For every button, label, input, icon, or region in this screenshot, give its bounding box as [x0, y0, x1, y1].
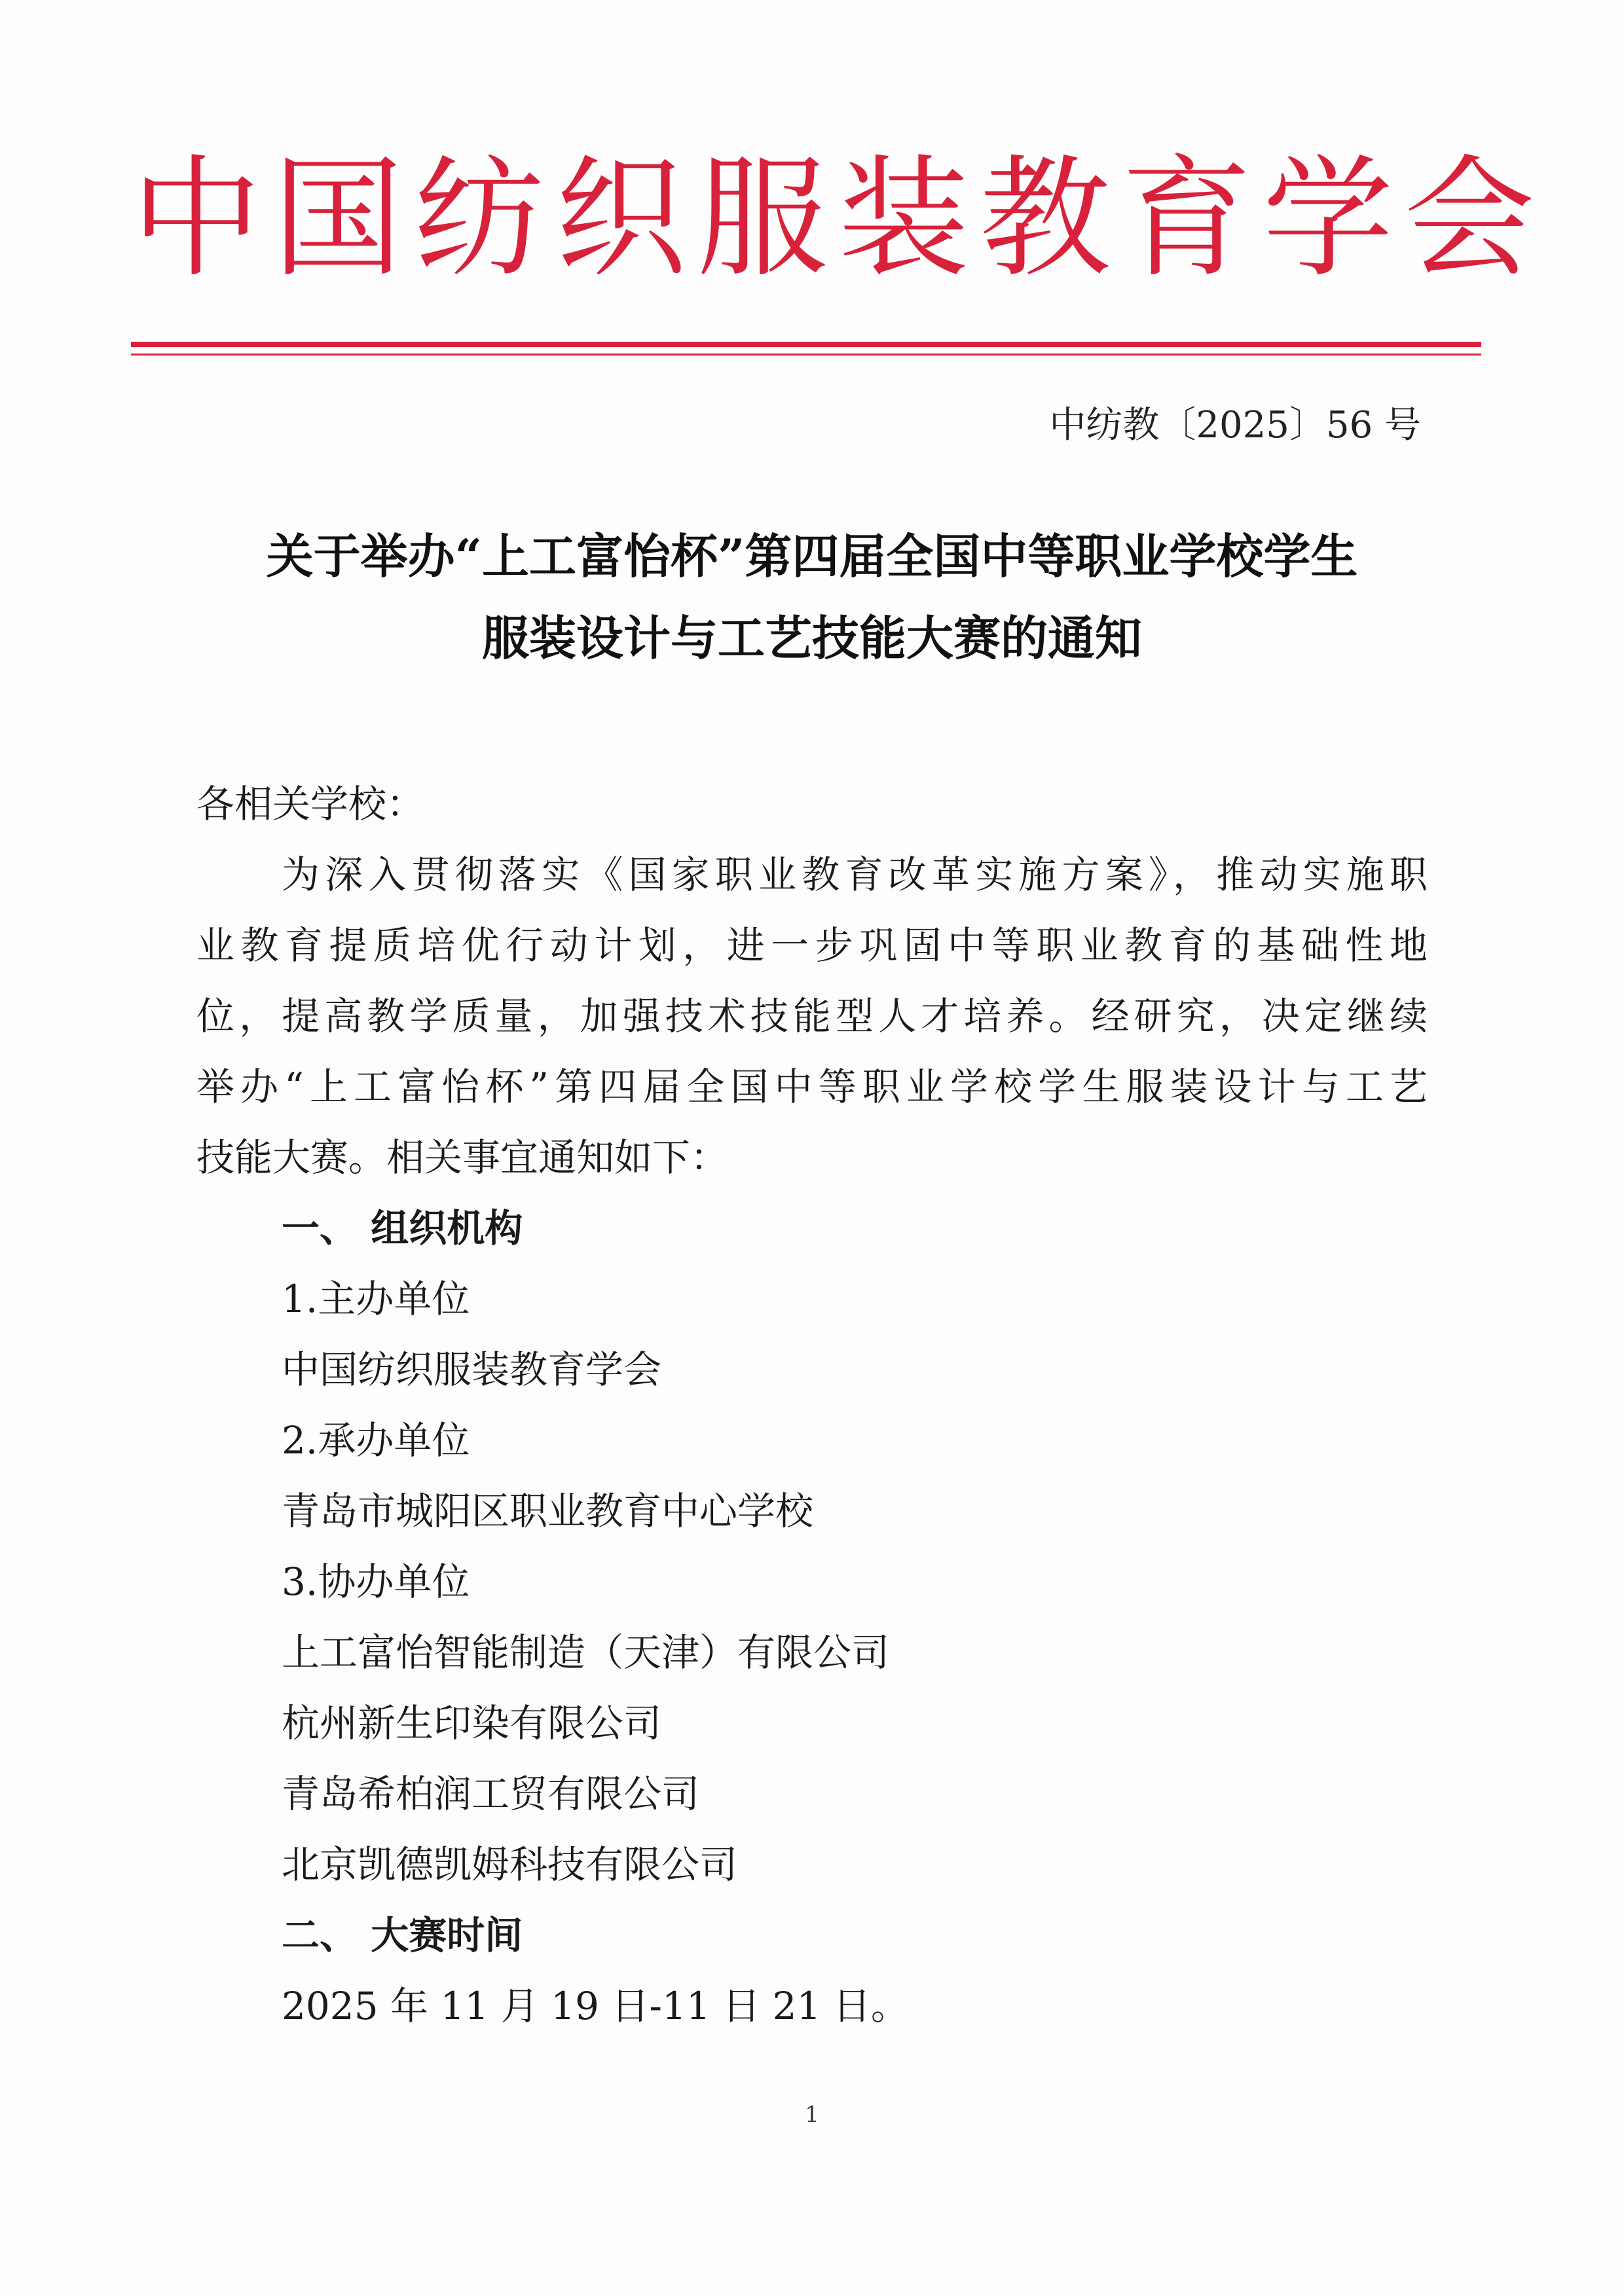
- co-organizer-label: 3.协办单位: [282, 1559, 470, 1604]
- competition-time: 2025 年 11 月 19 日-11 日 21 日。: [282, 1984, 909, 2028]
- page-number: 1: [805, 2102, 819, 2128]
- document-title-line-1: 关于举办“上工富怡杯”第四届全国中等职业学校学生: [266, 528, 1358, 584]
- section-heading-organization: 一、 组织机构: [282, 1206, 523, 1250]
- intro-paragraph-line: 位，提高教学质量，加强技术技能型人才培养。经研究，决定继续: [196, 994, 1428, 1038]
- organizer-label: 2.承办单位: [282, 1418, 470, 1463]
- organizer-name: 青岛市城阳区职业教育中心学校: [282, 1489, 814, 1533]
- host-label: 1.主办单位: [282, 1277, 470, 1321]
- co-organizer-item: 北京凯德凯姆科技有限公司: [282, 1842, 738, 1887]
- intro-paragraph-line: 技能大赛。相关事宜通知如下：: [196, 1135, 729, 1180]
- salutation: 各相关学校：: [196, 782, 425, 826]
- masthead-rule-thick: [131, 342, 1481, 347]
- masthead-rule-thin: [131, 354, 1481, 355]
- document-number: 中纺教〔2025〕56 号: [1049, 404, 1421, 446]
- intro-paragraph-line: 为深入贯彻落实《国家职业教育改革实施方案》，推动实施职: [282, 852, 1428, 897]
- co-organizer-item: 上工富怡智能制造（天津）有限公司: [282, 1630, 890, 1675]
- section-heading-time: 二、 大赛时间: [282, 1913, 523, 1958]
- masthead-organization: 中国纺织服装教育学会: [131, 143, 1546, 295]
- host-name: 中国纺织服装教育学会: [282, 1347, 662, 1392]
- co-organizer-item: 青岛希柏润工贸有限公司: [282, 1772, 700, 1816]
- intro-paragraph-line: 举办“上工富怡杯”第四届全国中等职业学校学生服装设计与工艺: [196, 1065, 1428, 1109]
- intro-paragraph-line: 业教育提质培优行动计划，进一步巩固中等职业教育的基础性地: [196, 923, 1428, 968]
- co-organizer-item: 杭州新生印染有限公司: [282, 1701, 662, 1745]
- document-title-line-2: 服装设计与工艺技能大赛的通知: [481, 610, 1142, 666]
